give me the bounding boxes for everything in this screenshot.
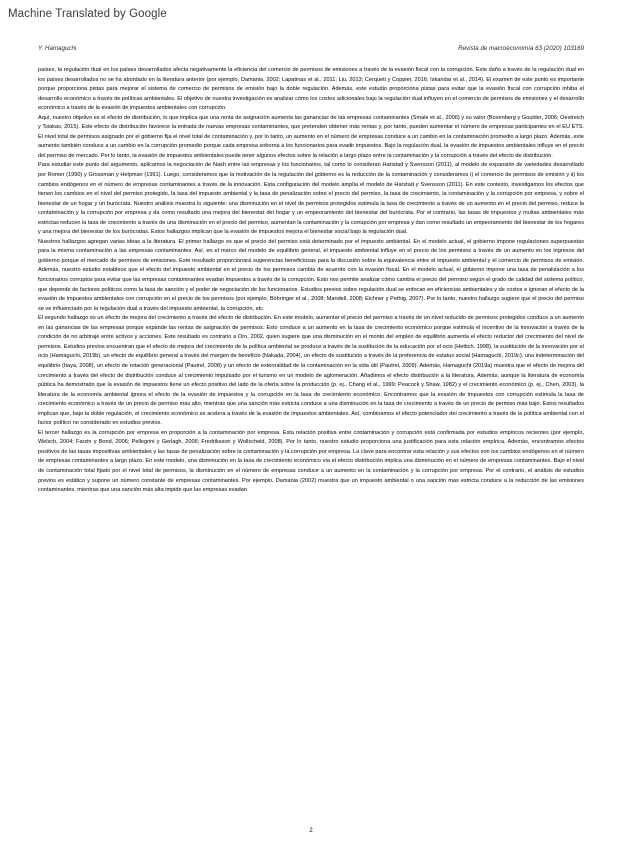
page-body xyxy=(38,66,584,496)
running-head-author: Y. Hamaguchi xyxy=(38,45,77,52)
paragraph: El tercer hallazgo es la corrupción por empresa en proporción a la contaminación por empresa. Esta relación positiva entre contaminación y corrupción está confirmada por estudios empíricos recientes (por ejemplo, Welsch, 2004; Farzin y Bond, 2006; Pellegrini y Gerlagh, 2006; Fredriksson y Wollscheid, 2008). Por lo tanto, nuestro estudio proporciona una justificación para esta relación empírica. Además, encontramos efectos positivos de las tasas impositivas ambientales y las tasas de penalización sobre la contaminación y la corrupción por empresa. La clave para encontrar esta relación y sus efectos son los cambios endógenos en el número de empresas contaminantes a largo plazo. En este modelo, una disminución en la tasa de crecimiento económico vía el efecto distribución implica una disminución en el número de empresas contaminantes. Bajo el nivel de contaminación total fijado por el nivel total de permisos, la disminución en el número de empresas conduce a un aumento en la contaminación y la corrupción por empresa. Por el contrario, el análisis de estudios previos es estático y supone un número constante de empresas contaminantes. Por ejemplo, Damania (2002) muestra que un impuesto ambiental o una sanción más estricta conduce a la reducción de las emisiones contaminantes, mientras que una sanción más alta impide que las empresas evadan xyxy=(38,429,584,494)
paragraph: El segundo hallazgo es un efecto de mejora del crecimiento a través del efecto de distribución. En este modelo, aumentar el precio del permiso a través de un nivel reducido de permisos protegidos conduce a un aumento en las ganancias de las empresas porque expande las rentas de asignación de permisos. Esto conduce a un aumento en la tasa de crecimiento económico porque estimula el incentivo de la innovación a través de la condición de no arbitraje entre activos y acciones. Este resultado es contrario a Oro, 2002, quien sugiere que una disminución en el monto del empleo de equilibrio aumenta el efecto reductor del crecimiento del nivel de permisos. Estudios previos encuentran que el efecto de mejora del crecimiento de la política ambiental se produce a través de la sustitución de la educación por el ocio (Hettich, 1998), la sustitución de la innovación por el ocio (Hamaguchi, 2019b), un efecto de equilibrio general a través del margen de beneficio (Nakada, 2004), un efecto de sustitución a través de la preferencia de estatus social (Hamaguchi, 2019c), una indeterminación del equilibrio (Itaya, 2008), un efecto de rotación generacional (Pautrel, 2008) y un efecto de externalidad de la contaminación en la vida útil (Pautrel, 2009). Además, Hamaguchi (2019a) muestra que el efecto de mejora del crecimiento a través del efecto de distribución conduce al crecimiento impulsado por el turismo en un modelo de aglomeración. Añadimos el efecto distribución a la literatura. Además, aunque la literatura de economía pública ha demostrado que la evasión de impuestos tiene un efecto positivo del lado de la oferta sobre la producción (p. ej., Chang et al., 1999; Peacock y Shaw, 1982) y el crecimiento económico (p. ej., Chen, 2003), la literatura de la economía ambiental ignora el efecto de la evasión de impuestos y la corrupción en la tasa de crecimiento económico. Encontramos que la evasión de impuestos con corrupción estimula la tasa de crecimiento económico a través de un precio de permiso más alto, mientras que una sanción más estricta conduce a una disminución en la tasa de crecimiento a través de un precio de permiso más bajo. Estos resultados implican que, bajo la doble regulación, el crecimiento económico se acelera a través de la evasión de impuestos ambientales. Así, combinamos el efecto potenciador del crecimiento a través de la política ambiental con el factor político no considerado en estudios previos. xyxy=(38,315,584,427)
paragraph: Aquí, nuestro objetivo es el efecto de distribución, lo que implica que una renta de asignación aumenta las ganancias de las empresas contaminantes (Smale et al., 2006) y su valor (Bovenberg y Goulder, 2006; Oestreich y Tsiakas, 2015). Este efecto de distribución favorece la entrada de nuevas empresas contaminantes, que pretenden obtener más rentas y, por tanto, pueden aumentar el número de empresas participantes en el EU ETS. El nivel total de permisos asignado por el gobierno fija el nivel total de contaminación y, por lo tanto, un aumento en el número de empresas conduce a un cambio en la contaminación promedio a largo plazo. Además, este aumento también conduce a un cambio en la corrupción promedio porque cada empresa soborna a los funcionarios para evadir impuestos. Bajo la regulación dual, la evasión de impuestos ambientales influye en el precio del permiso de mercado. Por lo tanto, la evasión de impuestos ambientales puede tener algunos efectos sobre la relación a largo plazo entre la contaminación y la corrupción a través del efecto de distribución. xyxy=(38,114,584,159)
document-page xyxy=(0,27,622,848)
paragraph: países, la regulación dual en los países desarrollados afecta negativamente la eficiencia del comercio de permisos de emisiones a través de la evasión fiscal con la corrupción. Este daño a través de la regulación dual en los países desarrollados no se ha abordado en la literatura anterior (por ejemplo, Damania, 2002; Lapatinas et al., 2011; Liu, 2013; Cerqueti y Coppier, 2016; Iskandar et al., 2014). El examen de este punto es importante porque proporciona pistas para mejorar el sistema de comercio de permisos de emisión bajo la doble regulación. Además, este estudio proporciona pistas para evitar que la evasión fiscal con corrupción inhiba el desarrollo económico a través de políticas ambientales. El objetivo de nuestra investigación es analizar cómo los costos adicionales bajo la regulación dual influyen en el comercio de permisos de emisiones y el desarrollo económico a través de la evasión de impuestos ambientales con corrupción. xyxy=(38,67,584,112)
google-translate-banner xyxy=(0,0,622,27)
page-footer xyxy=(0,828,622,834)
paragraph: Nuestros hallazgos agregan varias ideas a la literatura. El primer hallazgo es que el precio del permiso está determinado por el impuesto ambiental. En el modelo actual, el gobierno impone regulaciones superpuestas para la misma contaminación a las empresas contaminantes. Así, en el marco del modelo de equilibrio general, el impuesto ambiental influye en el precio de los permisos a través de un aumento en los ingresos del gobierno porque el mercado de permisos de emisiones. Este resultado proporcionará sugerencias beneficiosas para la discusión sobre la equivalencia entre el impuesto ambiental y el comercio de permisos de emisión. Además, nuestro estudio establece que el efecto del impuesto ambiental en el precio de los permisos cambia de acuerdo con la evasión fiscal. En el modelo actual, el gobierno impone una tasa de penalización a los funcionarios corruptos para evitar que las empresas contaminantes evadan impuestos a través de la corrupción. Esto nos permite analizar cómo cambia el precio del permiso según el grado de calidad del sistema político, que depende de factores políticos como la tasa de sanción y el poder de negociación de los funcionarios. Estudios previos sobre regulación dual se enfocan en eficiencias ambientales y de costos e ignoran el efecto de la evasión de impuestos ambientales con corrupción en el precio de los permisos (por ejemplo, Böhringer et al., 2008; Mandell, 2008; Eichner y Pethig, 2007). Por lo tanto, nuestro hallazgo sugiere que el precio del permiso se ve influenciado por la regulación dual a través del impuesto ambiental, la corrupción, etc. xyxy=(38,238,584,312)
page-running-head xyxy=(38,27,584,52)
page-number: 2 xyxy=(309,828,313,834)
google-translate-banner-label: Machine Translated by Google xyxy=(8,7,167,20)
running-head-journal: Revista de macroeconomía 63 (2020) 103169 xyxy=(458,45,584,52)
paragraph: Para estudiar este punto del argumento, aplicamos la negociación de Nash entre las empresas y los funcionarios, tal como lo consideran Haristad y Svensson (2011), al modelo de expansión de variedades desarrollado por Romer (1990) y Grossman y Helpman (1991). Luego, consideramos que la motivación de la regulación del gobierno es la reducción de la contaminación y consideramos i) el comercio de permisos de emisión y ii) los cambios endógenos en el número de empresas contaminantes a través de la innovación. Esta configuración del modelo amplía el modelo de Harstad y Svensson (2011). En este contexto, investigamos los efectos que tienen los cambios en el nivel del permiso protegido, la tasa del impuesto ambiental y la tasa de penalización sobre el precio del permiso, la tasa de crecimiento, la contaminación y la corrupción por empresa, y sobre el bienestar de un hogar y un burócrata. Nuestro análisis muestra lo siguiente: una disminución en el nivel de permisos protegidos estimula la tasa de crecimiento a través de un aumento en el precio del permiso, reduce la contaminación y la corrupción por empresa y da como resultado una mejora del bienestar del hogar y un empeoramiento del bienestar del burócrata. Por el contrario, las tasas de impuestos y multas ambientales más estrictas reducen la tasa de crecimiento a través de una disminución en el precio del permiso, aumentan la contaminación y la corrupción por empresa y dan como resultado un empeoramiento del bienestar de los hogares y una mejora del bienestar de los burócratas. Estos hallazgos implican que la evasión de impuestos mejora el bienestar social bajo la regulación dual. xyxy=(38,162,584,236)
